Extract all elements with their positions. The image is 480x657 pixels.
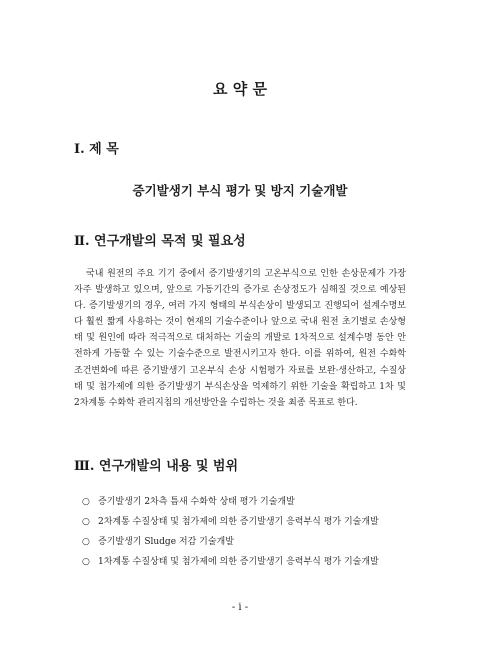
circle-bullet-icon: ○: [82, 517, 90, 527]
section-heading-scope: Ⅲ. 연구개발의 내용 및 범위: [74, 459, 239, 474]
scope-item: [82, 492, 412, 512]
purpose-paragraph: 국내 원전의 주요 기기 중에서 증기발생기의 고온부식으로 인한 손상문제가 가장 자주 발생하고 있으며, 앞으로 가동기간의 증가로 손상정도가 심해질 것으로 예상된다. 증기발생기의 경우, 여러 가지 형태의 부식손상이 발생되고 진행되어 설계수명보다 훨씬 짧게 사용하는 것이 현재의 기술수준이나 앞으로 국내 원전 초기별로 손상형태 및 원인에 따라 적극적으로 대처하는 기술의 개발로 1차적으로 설계수명 동안 안전하게 가동할 수 있는 기술수준으로 발전시키고자 한다. 이를 위하여, 원전 수화학 조건변화에 따른 증기발생기 고온부식 손상 시험평가 자료를 보완·생산하고, 수질상태 및 첨가제에 의한 증기발생기 부식손상을 억제하기 위한 기술을 확립하고 1차 및 2차계통 수화학 관리지침의 개선방안을 수립하는 것을 최종 목표로 한다.: [74, 269, 406, 408]
circle-bullet-icon: ○: [82, 557, 90, 567]
circle-bullet-icon: ○: [82, 497, 90, 507]
scope-item-text: 1차계통 수질상태 및 첨가제에 의한 증기발생기 응력부식 평가 기술개발: [98, 557, 379, 567]
circle-bullet-icon: ○: [82, 537, 90, 547]
page-number: - i -: [231, 602, 249, 613]
section-heading-title: Ⅰ. 제 목: [74, 142, 119, 157]
scope-list: [82, 492, 412, 572]
project-title: 증기발생기 부식 평가 및 방지 기술개발: [132, 183, 348, 198]
scope-item-text: 증기발생기 Sludge 저감 기술개발: [98, 537, 234, 547]
scope-item-text: 2차계통 수질상태 및 첨가제에 의한 증기발생기 응력부식 평가 기술개발: [98, 517, 379, 527]
document-title: 요 약 문: [213, 80, 267, 98]
scope-item: [82, 512, 412, 532]
section-heading-purpose: Ⅱ. 연구개발의 목적 및 필요성: [74, 234, 246, 249]
scope-item: [82, 552, 412, 572]
scope-item: [82, 532, 412, 552]
scope-item-text: 증기발생기 2차측 틈새 수화학 상태 평가 기술개발: [98, 497, 295, 507]
